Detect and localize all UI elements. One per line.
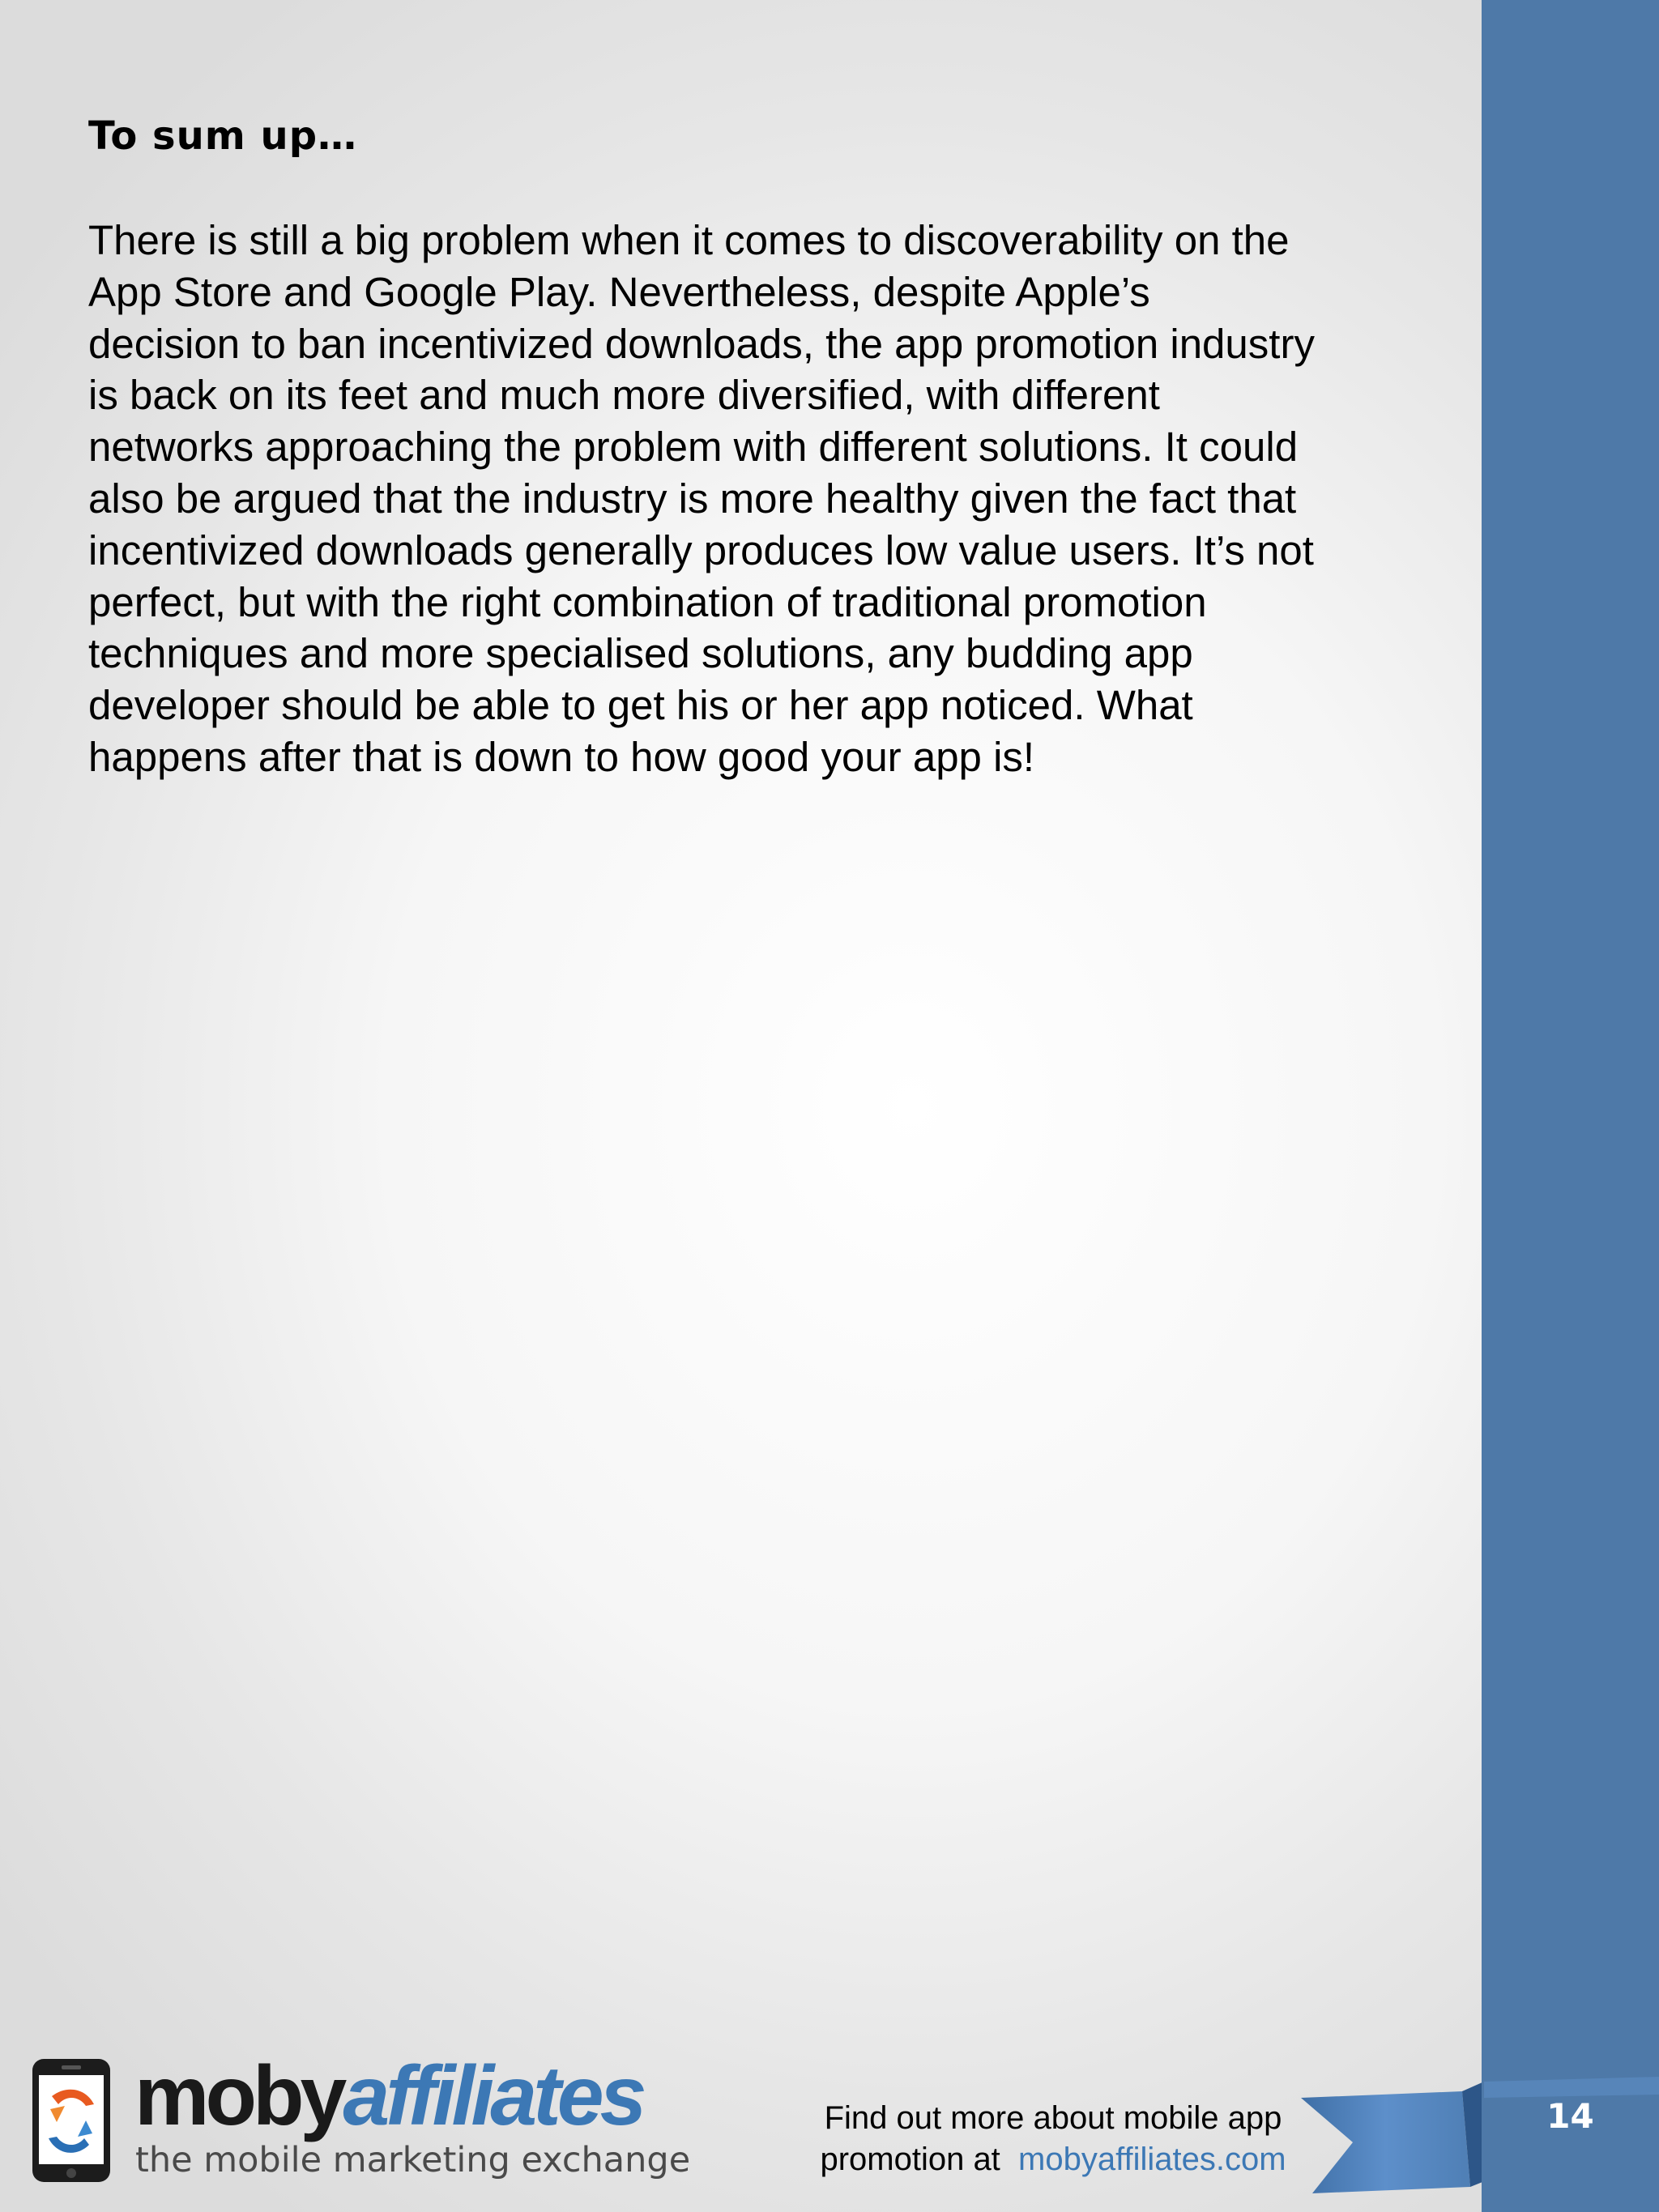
logo-wordmark [134,2048,642,2145]
moby-affiliates-logo [29,2049,726,2193]
body-line: happens after that is down to how good your app is! [88,733,1035,780]
body-line: also be argued that the industry is more healthy given the fact that [88,475,1297,522]
body-line: techniques and more specialised solutions, any budding app [88,630,1193,677]
logo-wordmark-moby: moby [134,2049,343,2143]
logo-wordmark-affiliates: affiliates [343,2049,643,2143]
body-line: developer should be able to get his or her app noticed. What [88,682,1193,729]
body-line: incentivized downloads generally produces low value users. It’s not [88,526,1314,573]
promo-line-1: Find out more about mobile app [824,2100,1282,2136]
body-line: networks approaching the problem with different solutions. It could [88,424,1299,471]
sidebar-band [1482,0,1659,2212]
promo-link[interactable]: mobyaffiliates.com [1018,2142,1286,2177]
phone-logo-icon [29,2056,113,2185]
logo-tagline: the mobile marketing exchange [135,2140,691,2180]
body-line: decision to ban incentivized downloads, the app promotion industry [88,320,1315,367]
promo-prefix: promotion at [820,2142,1000,2177]
page-heading: To sum up… [88,113,358,159]
body-line: is back on its feet and much more diversified, with different [88,372,1160,419]
body-line: There is still a big problem when it comes to discoverability on the [88,217,1290,263]
promo-text [778,2098,1328,2180]
body-line: perfect, but with the right combination of traditional promotion [88,578,1207,625]
page-number: 14 [1546,2096,1594,2136]
promo-line-2 [778,2139,1328,2180]
body-line: App Store and Google Play. Nevertheless, despite Apple’s [88,268,1150,315]
body-paragraph [88,215,1465,783]
